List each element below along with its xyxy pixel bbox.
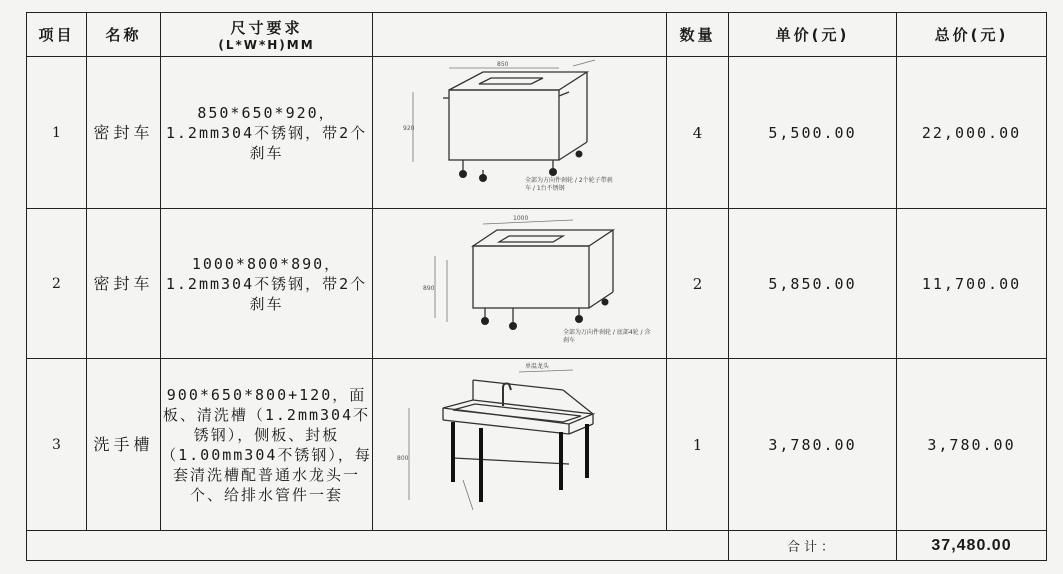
header-total-price: 总价(元) [897,13,1047,57]
header-size-title: 尺寸要求 [230,19,303,37]
row-spec: 1000*800*890，1.2mm304不锈钢，带2个刹车 [161,209,373,359]
header-size [161,13,373,57]
row-qty: 4 [667,57,729,209]
row-image [373,359,667,531]
drawing-caption: 全部为万向件刹轮 / 底部4轮 / 含刹车 [563,329,651,344]
row-name: 洗手槽 [87,359,161,531]
wash-basin-drawing [373,360,665,530]
row-name: 密封车 [87,209,161,359]
svg-text:800: 800 [397,454,409,462]
row-unit-price: 5,850.00 [729,209,897,359]
header-item: 项目 [27,13,87,57]
summary-empty [27,531,729,561]
row-index: 3 [27,359,87,531]
header-image [373,13,667,57]
row-image [373,57,667,209]
row-spec: 900*650*800+120，面板、清洗槽（1.2mm304不锈钢），侧板、封板（1.00mm304不锈钢），每套清洗槽配普通水龙头一个、给排水管件一套 [161,359,373,531]
drawing-caption: 全部为方向件刹轮 / 2个轮子带刹车 / 1台不锈钢 [525,177,613,192]
header-name: 名称 [87,13,161,57]
summary-row [27,531,1047,561]
row-total: 11,700.00 [897,209,1047,359]
row-total: 22,000.00 [897,57,1047,209]
row-image [373,209,667,359]
table-row [27,57,1047,209]
svg-text:920: 920 [403,124,415,132]
row-unit-price: 3,780.00 [729,359,897,531]
quotation-table [26,12,1047,561]
summary-label: 合计： [729,531,897,561]
table-row [27,209,1047,359]
svg-text:850: 850 [497,60,509,68]
header-size-unit: (L*W*H)MM [218,38,315,52]
row-index: 2 [27,209,87,359]
row-spec: 850*650*920，1.2mm304不锈钢，带2个刹车 [161,57,373,209]
sealed-cart-drawing [373,58,665,208]
header-qty: 数量 [667,13,729,57]
row-unit-price: 5,500.00 [729,57,897,209]
svg-text:1000: 1000 [513,214,529,222]
summary-total: 37,480.00 [897,531,1047,561]
header-unit-price: 单价(元) [729,13,897,57]
row-qty: 2 [667,209,729,359]
row-qty: 1 [667,359,729,531]
row-total: 3,780.00 [897,359,1047,531]
row-index: 1 [27,57,87,209]
svg-text:890: 890 [423,284,435,292]
drawing-caption: 单温龙头 [525,363,550,370]
row-name: 密封车 [87,57,161,209]
header-row [27,13,1047,57]
table-row [27,359,1047,531]
